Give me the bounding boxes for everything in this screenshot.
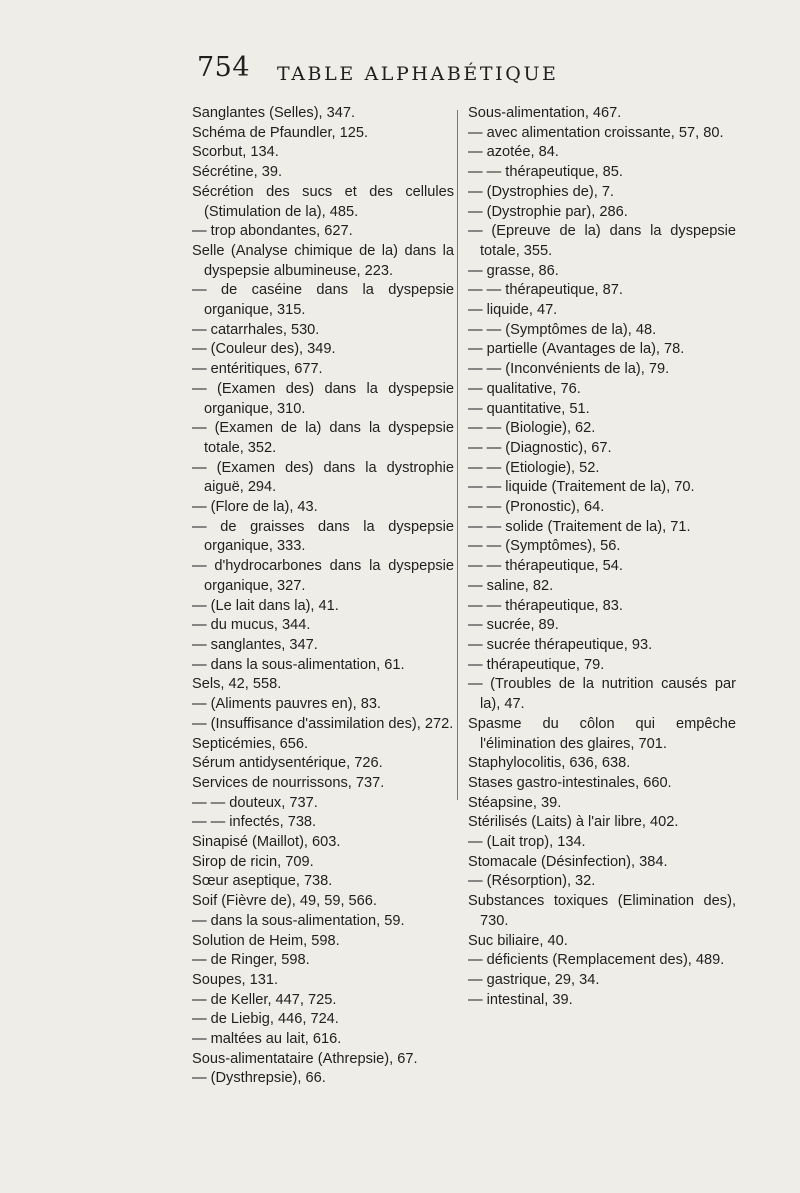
index-entry: Sanglantes (Selles), 347. bbox=[192, 105, 356, 121]
index-entry: Schéma de Pfaundler, 125. bbox=[192, 124, 369, 141]
index-entry: Stomacale (Désinfection), 384. bbox=[468, 853, 668, 870]
index-entry: — — solide (Traitement de la), 71. bbox=[468, 518, 691, 535]
index-entry: — liquide, 47. bbox=[468, 302, 558, 319]
index-entry: — (Aliments pauvres en), 83. bbox=[192, 696, 381, 713]
index-entry: — — (Pronostic), 64. bbox=[468, 499, 605, 516]
index-entry: — (Dysthrepsie), 66. bbox=[192, 1070, 326, 1087]
index-entry: Scorbut, 134. bbox=[192, 144, 279, 161]
index-entry: — de Ringer, 598. bbox=[192, 952, 310, 969]
index-entry: — — (Symptômes), 56. bbox=[468, 538, 621, 555]
index-entry: — saline, 82. bbox=[468, 577, 554, 594]
index-entry: — thérapeutique, 79. bbox=[468, 656, 605, 673]
index-entry: — de Liebig, 446, 724. bbox=[192, 1011, 339, 1028]
index-entry: Soupes, 131. bbox=[192, 971, 279, 988]
index-entry: — d'hydrocarbones dans la dyspepsie organique, 327. bbox=[192, 558, 454, 594]
index-entry: — de caséine dans la dyspepsie organique, 315. bbox=[192, 282, 454, 319]
index-entry: Suc biliaire, 40. bbox=[468, 932, 568, 949]
index-entry: — (Examen des) dans la dyspepsie organique, 310. bbox=[192, 380, 454, 417]
index-entry: — — infectés, 738. bbox=[192, 814, 317, 831]
index-entry: — — thérapeutique, 54. bbox=[468, 558, 623, 575]
index-entry: Septicémies, 656. bbox=[192, 735, 309, 752]
index-entry: — maltées au lait, 616. bbox=[192, 1031, 342, 1048]
page-number: 754 bbox=[197, 52, 251, 83]
index-entry: — gastrique, 29, 34. bbox=[468, 971, 600, 988]
index-entry: — (Le lait dans la), 41. bbox=[192, 597, 339, 614]
index-entry: — (Insuffisance d'assimilation des), 272. bbox=[192, 715, 454, 732]
index-entry: — (Troubles de la nutrition causés par la), 47. bbox=[468, 676, 736, 713]
index-entry: — avec alimentation croissante, 57, 80. bbox=[468, 124, 724, 141]
index-entry: Stéapsine, 39. bbox=[468, 794, 562, 811]
index-entry: — dans la sous-alimentation, 61. bbox=[192, 656, 405, 673]
index-entry: — qualitative, 76. bbox=[468, 380, 581, 397]
index-entry: — entéritiques, 677. bbox=[192, 361, 323, 378]
column-divider bbox=[457, 110, 458, 800]
index-entry: Sécrétine, 39. bbox=[192, 164, 283, 181]
index-entry: — — thérapeutique, 85. bbox=[468, 164, 623, 181]
index-entry: — intestinal, 39. bbox=[468, 991, 573, 1008]
index-entry: Sous-alimentataire (Athrepsie), 67. bbox=[192, 1050, 418, 1067]
index-entry: Sécrétion des sucs et des cellules (Stimulation de la), 485. bbox=[192, 183, 454, 220]
index-entry: — — liquide (Traitement de la), 70. bbox=[468, 479, 695, 496]
index-entry: Substances toxiques (Elimination des), 730. bbox=[468, 893, 736, 929]
index-entry: — — thérapeutique, 83. bbox=[468, 597, 623, 614]
index-entry: Soif (Fièvre de), 49, 59, 566. bbox=[192, 893, 377, 910]
index-entry: — — (Etiologie), 52. bbox=[468, 459, 600, 476]
index-entry: — partielle (Avantages de la), 78. bbox=[468, 341, 685, 358]
index-entry: — — (Biologie), 62. bbox=[468, 420, 596, 437]
index-entry: — — (Inconvénients de la), 79. bbox=[468, 361, 670, 378]
index-entry: — (Dystrophie par), 286. bbox=[468, 203, 628, 220]
index-entry: — — douteux, 737. bbox=[192, 794, 318, 811]
index-entry: — — (Symptômes de la), 48. bbox=[468, 321, 657, 338]
index-entry: — (Flore de la), 43. bbox=[192, 499, 318, 516]
index-entry: — du mucus, 344. bbox=[192, 617, 311, 634]
index-entry: — azotée, 84. bbox=[468, 144, 559, 161]
index-entry: Services de nourrissons, 737. bbox=[192, 774, 385, 791]
index-column-right bbox=[468, 104, 736, 1010]
index-entry: — déficients (Remplacement des), 489. bbox=[468, 952, 725, 969]
index-entry: Solution de Heim, 598. bbox=[192, 932, 340, 949]
index-entry: Sérum antidysentérique, 726. bbox=[192, 755, 383, 772]
index-entry: — sanglantes, 347. bbox=[192, 636, 318, 653]
index-entry: Spasme du côlon qui empêche l'élimination des glaires, 701. bbox=[468, 715, 736, 752]
index-entry: Stases gastro-intestinales, 660. bbox=[468, 774, 672, 791]
index-entry: — catarrhales, 530. bbox=[192, 321, 320, 338]
index-entry: Sels, 42, 558. bbox=[192, 676, 282, 693]
index-entry: Staphylocolitis, 636, 638. bbox=[468, 755, 631, 772]
index-entry: — (Dystrophies de), 7. bbox=[468, 183, 614, 200]
index-entry: — trop abondantes, 627. bbox=[192, 223, 353, 240]
index-entry: Sinapisé (Maillot), 603. bbox=[192, 834, 341, 851]
index-entry: Selle (Analyse chimique de la) dans la dyspepsie albumineuse, 223. bbox=[192, 242, 454, 279]
index-column-left bbox=[192, 104, 454, 1089]
running-header-title: TABLE ALPHABÉTIQUE bbox=[277, 63, 559, 85]
index-entry: — sucrée, 89. bbox=[468, 617, 559, 634]
index-entry: Stérilisés (Laits) à l'air libre, 402. bbox=[468, 814, 679, 831]
index-entry: — (Résorption), 32. bbox=[468, 873, 596, 890]
index-entry: — (Lait trop), 134. bbox=[468, 834, 586, 851]
index-entry: Sœur aseptique, 738. bbox=[192, 873, 333, 890]
index-entry: — sucrée thérapeutique, 93. bbox=[468, 636, 653, 653]
index-entry: — — (Diagnostic), 67. bbox=[468, 439, 612, 456]
index-entry: — grasse, 86. bbox=[468, 262, 559, 279]
index-entry: — — thérapeutique, 87. bbox=[468, 282, 623, 299]
index-entry: — de graisses dans la dyspepsie organique, 333. bbox=[192, 518, 454, 555]
index-entry: — de Keller, 447, 725. bbox=[192, 991, 337, 1008]
index-entry: — (Couleur des), 349. bbox=[192, 341, 336, 358]
index-entry: — quantitative, 51. bbox=[468, 400, 590, 417]
index-entry: — (Examen de la) dans la dyspepsie totale, 352. bbox=[192, 420, 454, 456]
index-entry: — dans la sous-alimentation, 59. bbox=[192, 912, 405, 929]
index-entry: — (Examen des) dans la dystrophie aiguë, 294. bbox=[192, 459, 454, 496]
index-entry: — (Epreuve de la) dans la dyspepsie totale, 355. bbox=[468, 223, 736, 259]
index-entry: Sirop de ricin, 709. bbox=[192, 853, 314, 870]
index-entry: Sous-alimentation, 467. bbox=[468, 105, 622, 121]
